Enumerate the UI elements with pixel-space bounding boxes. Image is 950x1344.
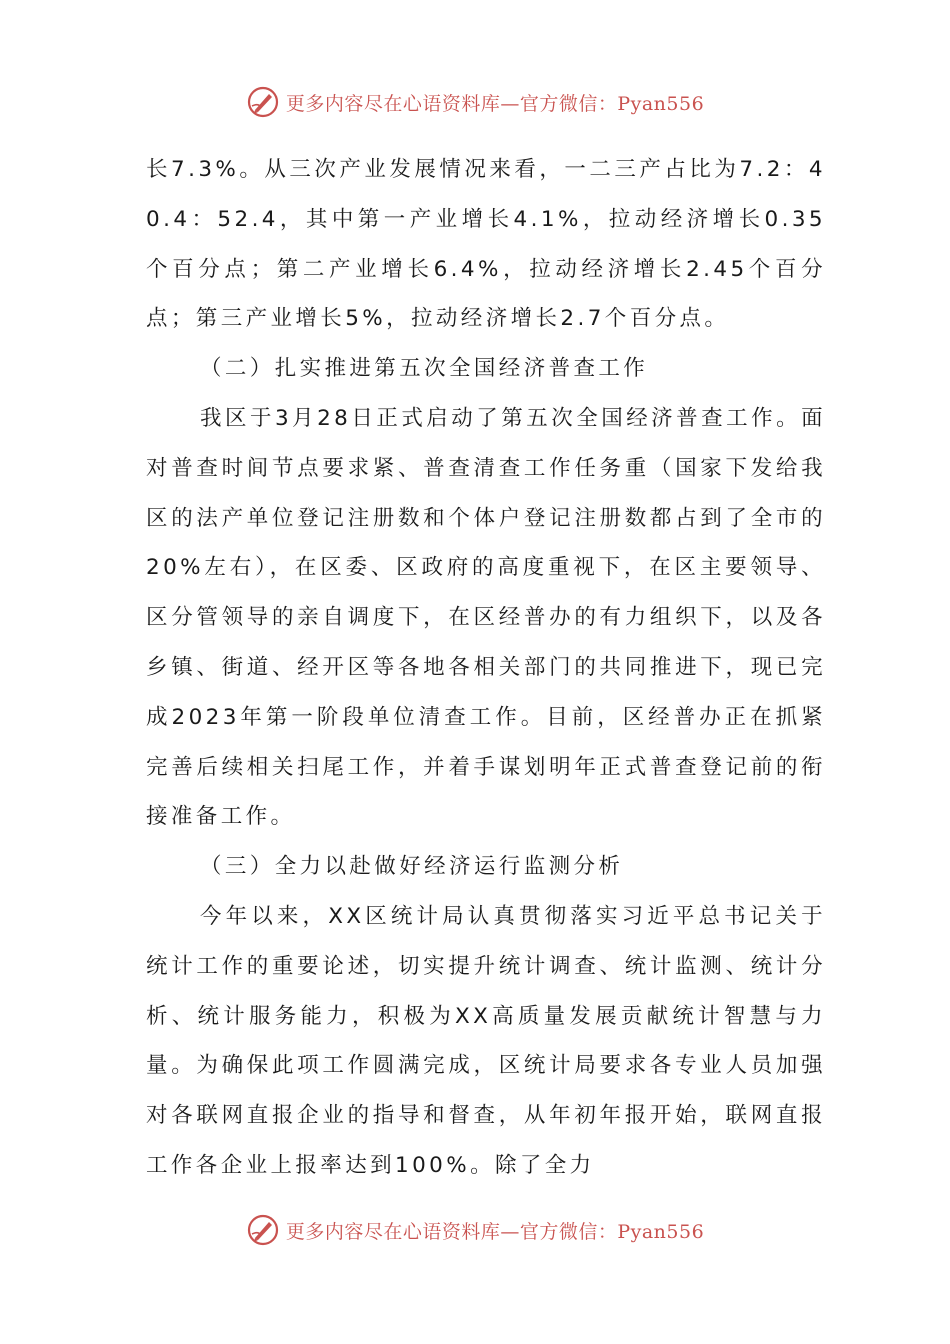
- watermark-text: 更多内容尽在心语资料库—官方微信：Pyan556: [285, 92, 705, 115]
- pen-logo-icon: [246, 1213, 280, 1247]
- header-watermark: [0, 82, 950, 122]
- footer-watermark: [0, 1210, 950, 1250]
- section-heading-economic-census: （二）扎实推进第五次全国经济普查工作: [200, 356, 649, 382]
- section-heading-monitoring-analysis: （三）全力以赴做好经济运行监测分析: [200, 854, 624, 880]
- watermark-text: 更多内容尽在心语资料库—官方微信：Pyan556: [285, 1220, 705, 1243]
- pen-logo-icon: [246, 85, 280, 119]
- paragraph-industry-growth: 长7.3%。从三次产业发展情况来看，一二三产占比为7.2：40.4：52.4，其中第一产业增长4.1%，拉动经济增长0.35个百分点；第二产业增长6.4%，拉动经济增长2.45个百分点；第三产业增长5%，拉动经济增长2.7个百分点。: [146, 157, 826, 332]
- paragraph-economic-census: 我区于3月28日正式启动了第五次全国经济普查工作。面对普查时间节点要求紧、普查清查工作任务重（国家下发给我区的法产单位登记注册数和个体户登记注册数都占到了全市的20%左右），在区委、区政府的高度重视下，在区主要领导、区分管领导的亲自调度下，在区经普办的有力组织下，以及各乡镇、街道、经开区等各地各相关部门的共同推进下，现已完成2023年第一阶段单位清查工作。目前，区经普办正在抓紧完善后续相关扫尾工作，并着手谋划明年正式普查登记前的衔接准备工作。: [146, 405, 826, 830]
- paragraph-monitoring-analysis: 今年以来，XX区统计局认真贯彻落实习近平总书记关于统计工作的重要论述，切实提升统计调查、统计监测、统计分析、统计服务能力，积极为XX高质量发展贡献统计智慧与力量。为确保此项工作圆满完成，区统计局要求各专业人员加强对各联网直报企业的指导和督查，从年初年报开始，联网直报工作各企业上报率达到100%。除了全力: [146, 903, 826, 1178]
- document-body: [146, 145, 826, 1191]
